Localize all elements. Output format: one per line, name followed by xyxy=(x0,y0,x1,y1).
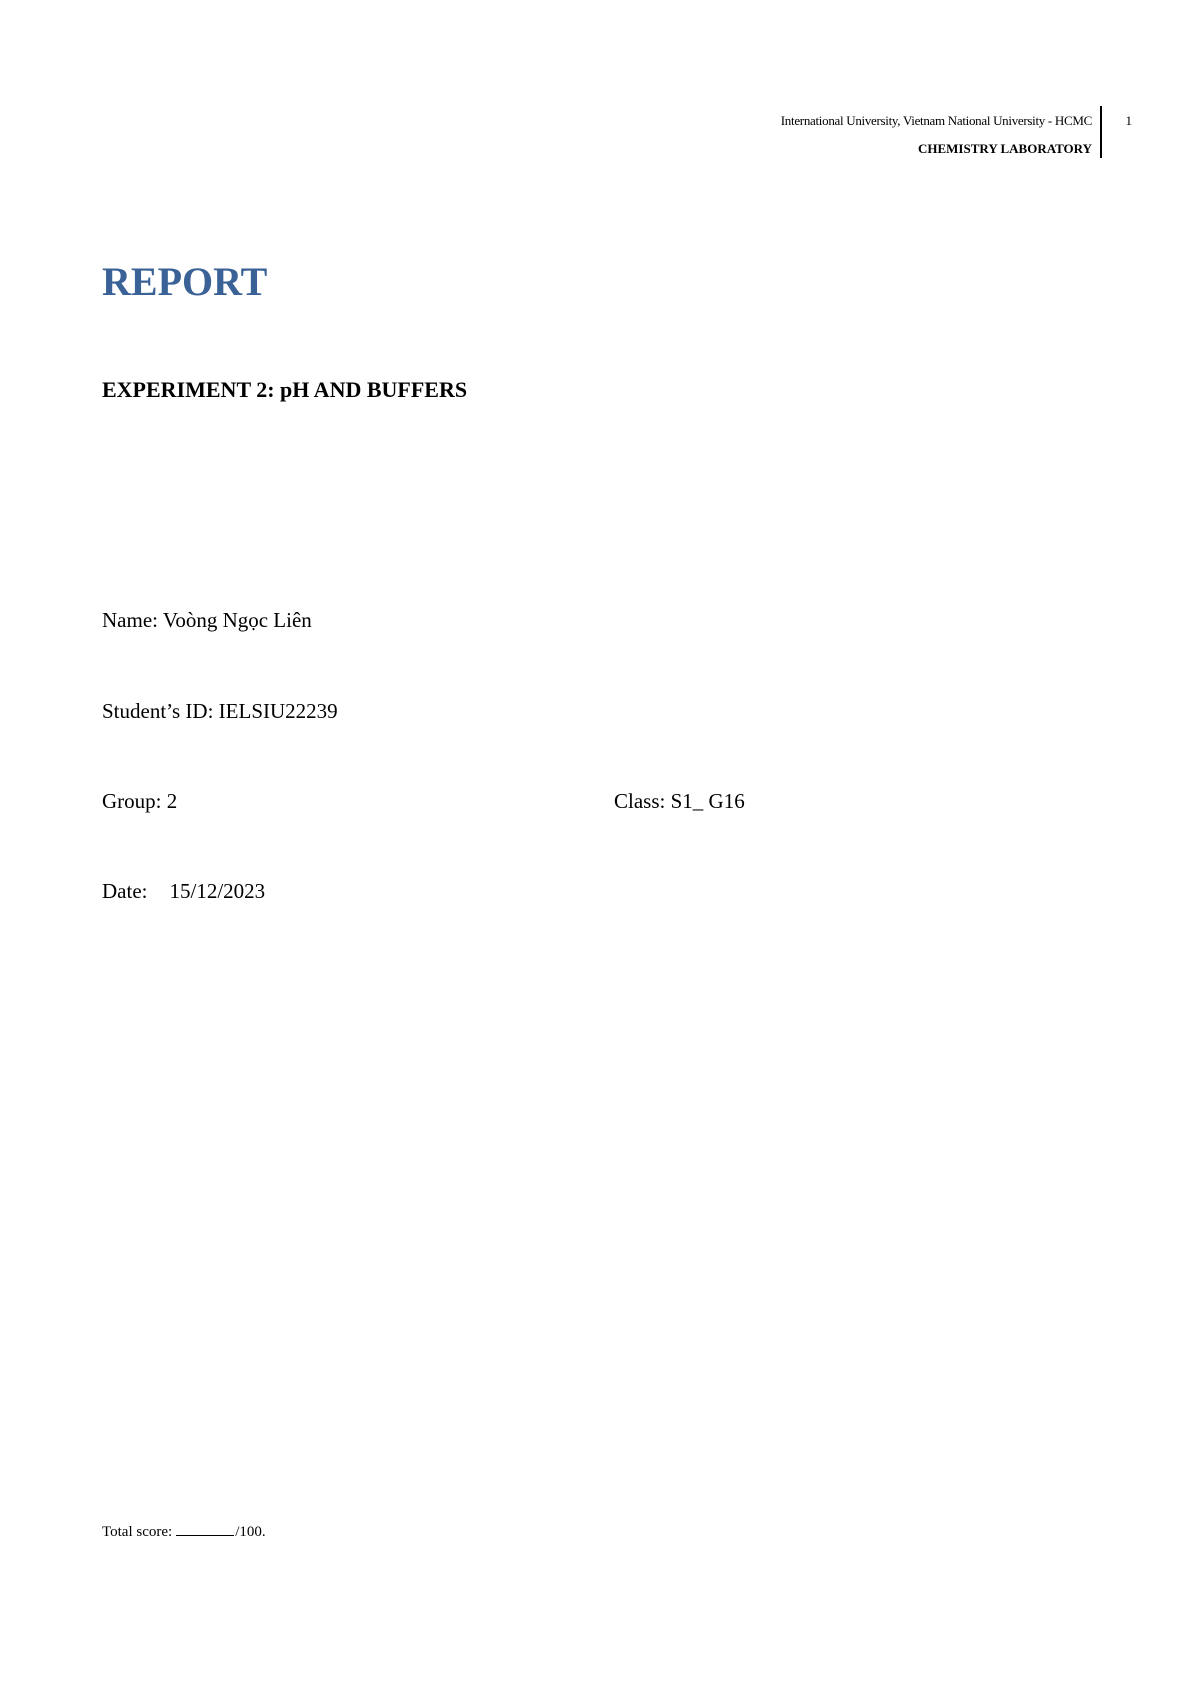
id-label: Student’s ID: xyxy=(102,699,214,723)
total-score-label: Total score: xyxy=(102,1524,173,1540)
name-label: Name: xyxy=(102,608,158,632)
student-id-line xyxy=(102,701,338,722)
report-title: REPORT xyxy=(102,259,268,304)
date-label: Date: xyxy=(102,879,148,903)
header-divider xyxy=(1100,106,1102,158)
experiment-title: EXPERIMENT 2: pH AND BUFFERS xyxy=(102,377,468,402)
class-line xyxy=(614,791,745,812)
group-value: 2 xyxy=(166,789,178,813)
group-label: Group: xyxy=(102,789,162,813)
total-score-suffix: /100. xyxy=(235,1524,266,1540)
student-name-line xyxy=(102,610,312,631)
class-label: Class: xyxy=(614,789,666,813)
date-value: 15/12/2023 xyxy=(169,879,266,903)
header-text-block xyxy=(781,112,1100,158)
id-value: IELSIU22239 xyxy=(218,699,338,723)
group-line xyxy=(102,791,177,812)
header-department: CHEMISTRY LABORATORY xyxy=(917,141,1092,156)
page-number: 1 xyxy=(1125,113,1132,128)
date-line xyxy=(102,881,265,902)
page-header xyxy=(781,112,1102,164)
score-blank-line xyxy=(176,1534,234,1536)
header-institution: International University, Vietnam National University - HCMC xyxy=(780,113,1092,128)
name-value: Voòng Ngọc Liên xyxy=(162,608,312,632)
class-value: S1_ G16 xyxy=(670,789,745,813)
total-score-line xyxy=(102,1525,266,1540)
